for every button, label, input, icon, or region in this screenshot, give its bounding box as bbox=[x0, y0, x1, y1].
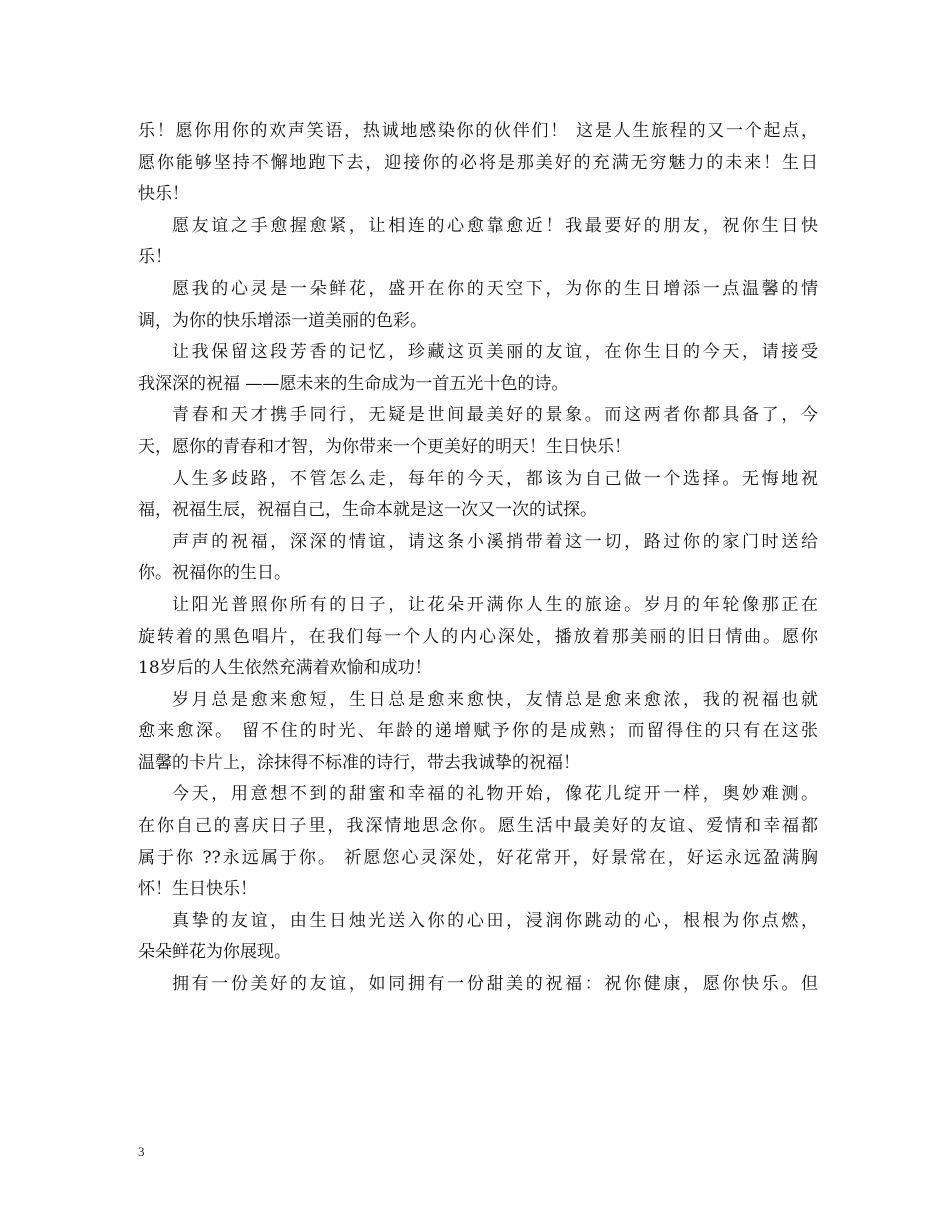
text-line: 属于你 ??永远属于你。 祈愿您心灵深处，好花常开，好景常在，好运永远盈满胸 bbox=[138, 847, 818, 868]
page-number: 3 bbox=[138, 1144, 145, 1159]
text-line: 人生多歧路，不管怎么走，每年的今天，都该为自己做一个选择。无悔地祝 bbox=[172, 468, 818, 489]
text-line: 岁月总是愈来愈短，生日总是愈来愈快，友情总是愈来愈浓，我的祝福也就 bbox=[172, 689, 818, 710]
text-line: 乐！ bbox=[138, 247, 172, 268]
text-line: 拥有一份美好的友谊，如同拥有一份甜美的祝福：祝你健康，愿你快乐。但 bbox=[172, 974, 818, 995]
text-line: 愿我的心灵是一朵鲜花，盛开在你的天空下，为你的生日增添一点温馨的情 bbox=[172, 278, 818, 299]
text-line: 温馨的卡片上，涂抹得不标准的诗行，带去我诚挚的祝福！ bbox=[138, 752, 580, 773]
text-line: 愈来愈深。 留不住的时光、年龄的递增赋予你的是成熟；而留得住的只有在这张 bbox=[138, 721, 818, 742]
text-line: 调，为你的快乐增添一道美丽的色彩。 bbox=[138, 310, 427, 331]
text-line: 愿友谊之手愈握愈紧，让相连的心愈靠愈近！我最要好的朋友，祝你生日快 bbox=[172, 215, 818, 236]
text-line: 快乐！ bbox=[138, 184, 189, 205]
text-line: 愿你能够坚持不懈地跑下去，迎接你的必将是那美好的充满无穷魅力的未来！生日 bbox=[138, 152, 818, 173]
text-line: 福，祝福生辰，祝福自己，生命本就是这一次又一次的试探。 bbox=[138, 500, 597, 521]
text-line: 朵朵鲜花为你展现。 bbox=[138, 942, 291, 963]
text-line: 你。祝福你的生日。 bbox=[138, 563, 291, 584]
text-line: 真挚的友谊，由生日烛光送入你的心田，浸润你跳动的心，根根为你点燃， bbox=[172, 910, 818, 931]
text-line: 让阳光普照你所有的日子，让花朵开满你人生的旅途。岁月的年轮像那正在 bbox=[172, 594, 818, 615]
text-line: 18岁后的人生依然充满着欢愉和成功！ bbox=[138, 658, 432, 679]
text-line: 天，愿你的青春和才智，为你带来一个更美好的明天！生日快乐！ bbox=[138, 436, 631, 457]
text-line: 今天，用意想不到的甜蜜和幸福的礼物开始，像花儿绽开一样，奥妙难测。 bbox=[172, 784, 818, 805]
text-line: 青春和天才携手同行，无疑是世间最美好的景象。而这两者你都具备了，今 bbox=[172, 405, 818, 426]
text-line: 乐！愿你用你的欢声笑语，热诚地感染你的伙伴们！ 这是人生旅程的又一个起点， bbox=[138, 121, 818, 141]
text-line: 在你自己的喜庆日子里，我深情地思念你。愿生活中最美好的友谊、爱情和幸福都 bbox=[138, 816, 818, 837]
text-line: 我深深的祝福 ——愿未来的生命成为一首五光十色的诗。 bbox=[138, 373, 569, 394]
text-line: 声声的祝福，深深的情谊，请这条小溪捎带着这一切，路过你的家门时送给 bbox=[172, 531, 818, 552]
text-line: 让我保留这段芳香的记忆，珍藏这页美丽的友谊，在你生日的今天，请接受 bbox=[172, 342, 818, 363]
text-line: 旋转着的黑色唱片，在我们每一个人的内心深处，播放着那美丽的旧日情曲。愿你 bbox=[138, 626, 818, 647]
document-body bbox=[138, 116, 818, 1001]
text-line: 怀！生日快乐！ bbox=[138, 879, 257, 900]
